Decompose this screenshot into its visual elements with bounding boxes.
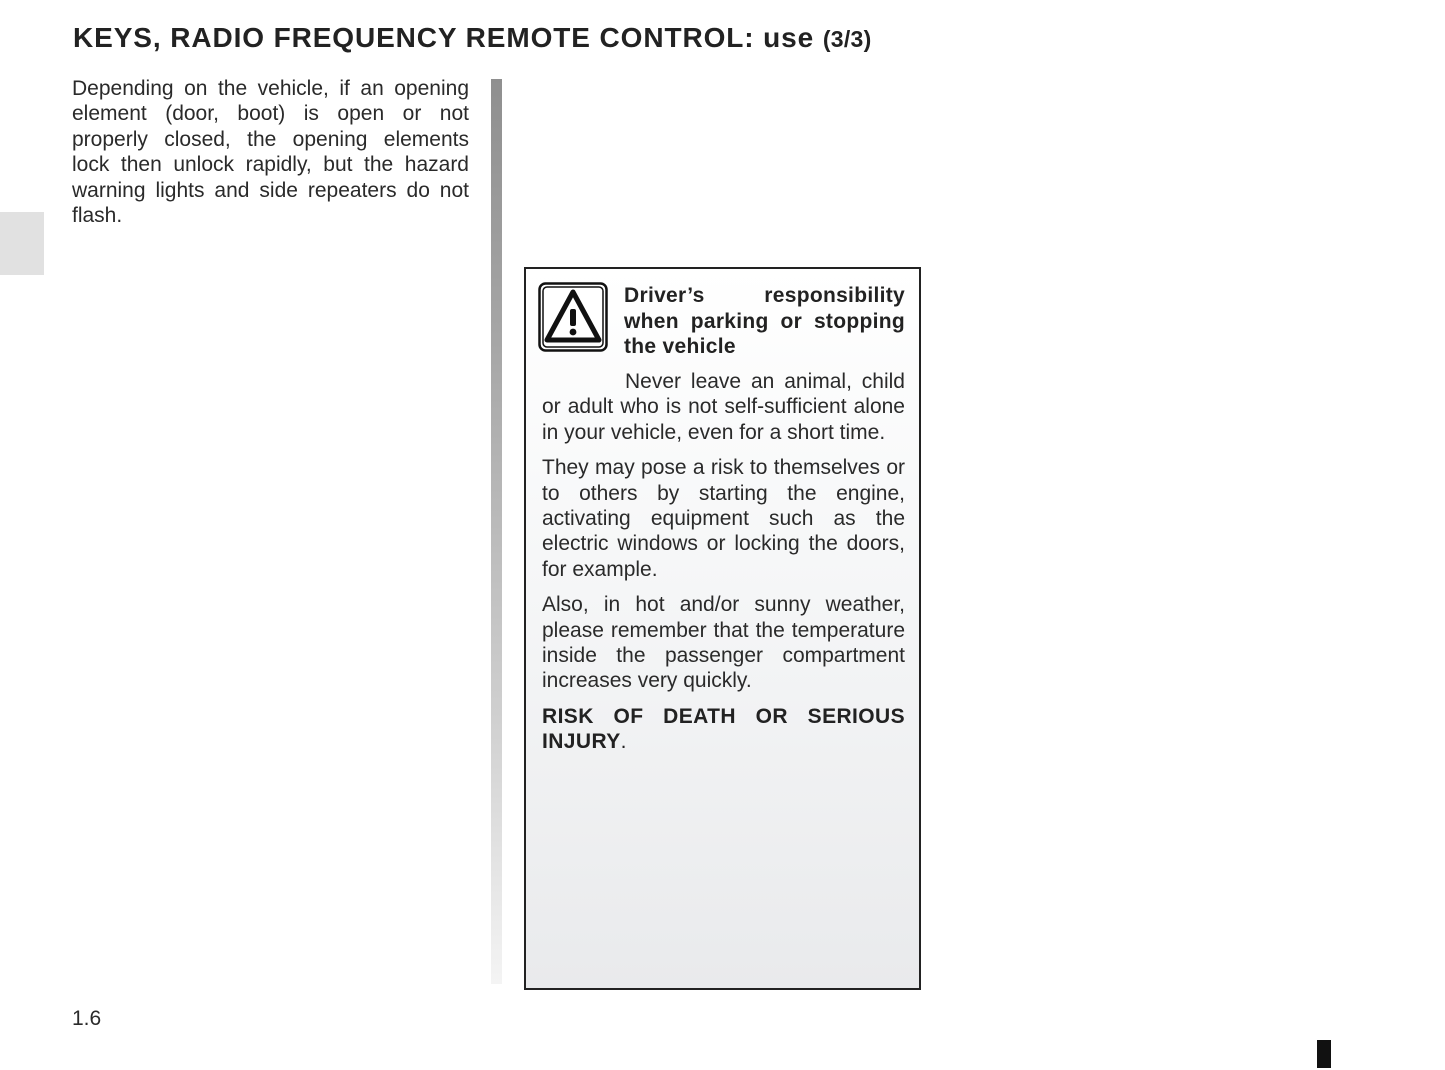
chapter-side-tab xyxy=(0,212,44,275)
page-title-part: (3/3) xyxy=(822,26,872,52)
column-divider-bar xyxy=(491,79,502,984)
intro-paragraph: Depending on the vehicle, if an opening element (door, boot) is open or not properly closed, the opening elements lock then unlock rapidly, but the hazard warning lights and side repeaters do not flash. xyxy=(72,77,469,228)
risk-label: RISK OF DEATH OR SERIOUS INJURY xyxy=(542,704,905,754)
warning-paragraph: Never leave an animal, child or adult who is not self-sufficient alone in your vehicle, even for a short time. xyxy=(542,370,905,444)
warning-paragraph: Also, in hot and/or sunny weather, please remember that the temperature inside the passenger compartment increases very quickly. xyxy=(542,593,905,693)
page-title-main: KEYS, RADIO FREQUENCY REMOTE CONTROL: use xyxy=(73,22,815,53)
risk-suffix: . xyxy=(620,730,627,754)
warning-paragraph: They may pose a risk to themselves or to others by starting the engine, activating equipment such as the electric windows or locking the doors, for example. xyxy=(542,456,905,581)
page-edge-marker xyxy=(1317,1040,1331,1068)
warning-box xyxy=(524,267,921,990)
warning-heading: Driver’s responsibility when parking or stopping the vehicle xyxy=(624,284,905,358)
risk-statement xyxy=(542,704,905,755)
page-title xyxy=(73,22,872,54)
page-number: 1.6 xyxy=(72,1007,102,1030)
warning-body xyxy=(542,369,905,765)
warning-triangle-icon xyxy=(538,282,608,352)
